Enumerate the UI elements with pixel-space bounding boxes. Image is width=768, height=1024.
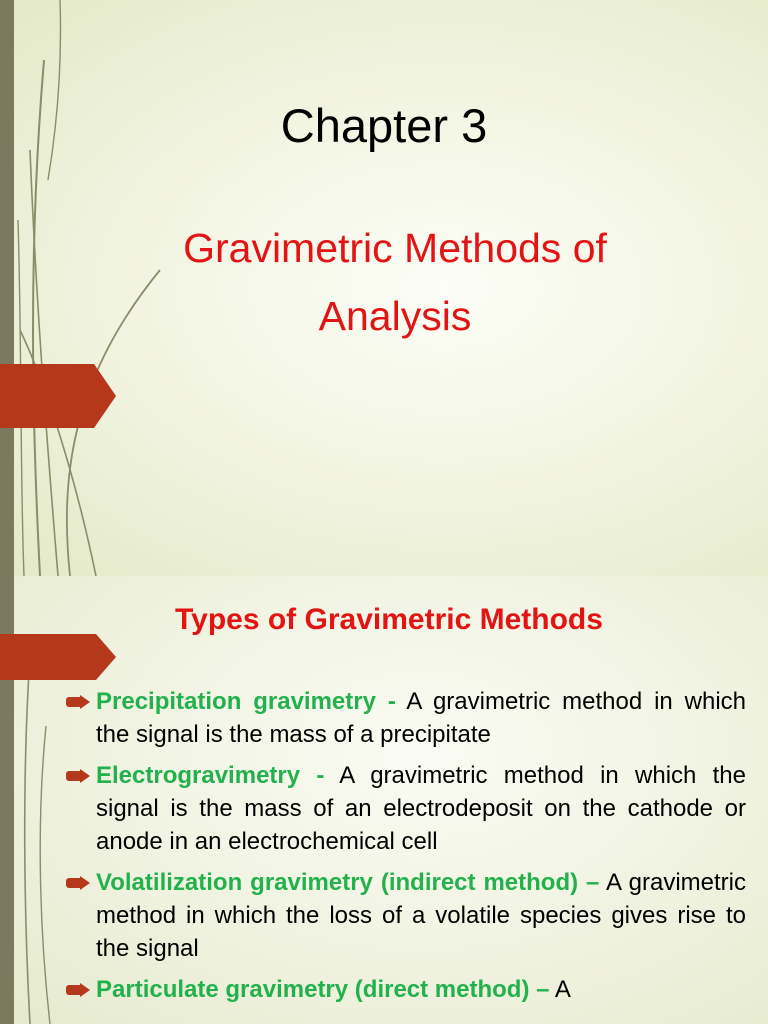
method-term: Electrogravimetry - <box>96 762 325 789</box>
chapter-title: Chapter 3 <box>280 99 488 152</box>
arrow-bullet-icon <box>64 692 94 712</box>
arrow-bullet-icon <box>64 766 94 786</box>
slide-heading: Types of Gravimetric Methods <box>175 603 603 636</box>
method-definition: A <box>549 976 571 1003</box>
arrow-bullet-icon <box>64 980 94 1000</box>
list-item <box>64 866 746 965</box>
method-term: Particulate gravimetry (direct method) – <box>96 976 550 1003</box>
content-slide <box>0 576 768 1024</box>
chapter-subtitle: Gravimetric Methods of Analysis <box>183 225 607 339</box>
arrow-bullet-icon <box>64 873 94 893</box>
method-definition: A gravimetric method in which the signal is the mass of an electrodeposit on the cathode or anode in an electrochemical cell <box>96 762 746 855</box>
chevron-tab-icon <box>0 364 118 428</box>
list-item <box>64 759 746 858</box>
list-item <box>64 685 746 751</box>
method-definition: A gravimetric method in which the signal is the mass of a precipitate <box>96 688 747 748</box>
methods-list <box>64 685 746 1014</box>
method-term: Volatilization gravimetry (indirect method) – <box>96 869 600 896</box>
method-definition: A gravimetric method in which the loss of a volatile species gives rise to the signal <box>96 869 746 962</box>
list-item <box>64 973 746 1006</box>
chevron-tab-icon <box>0 634 118 680</box>
method-term: Precipitation gravimetry - <box>96 688 396 715</box>
